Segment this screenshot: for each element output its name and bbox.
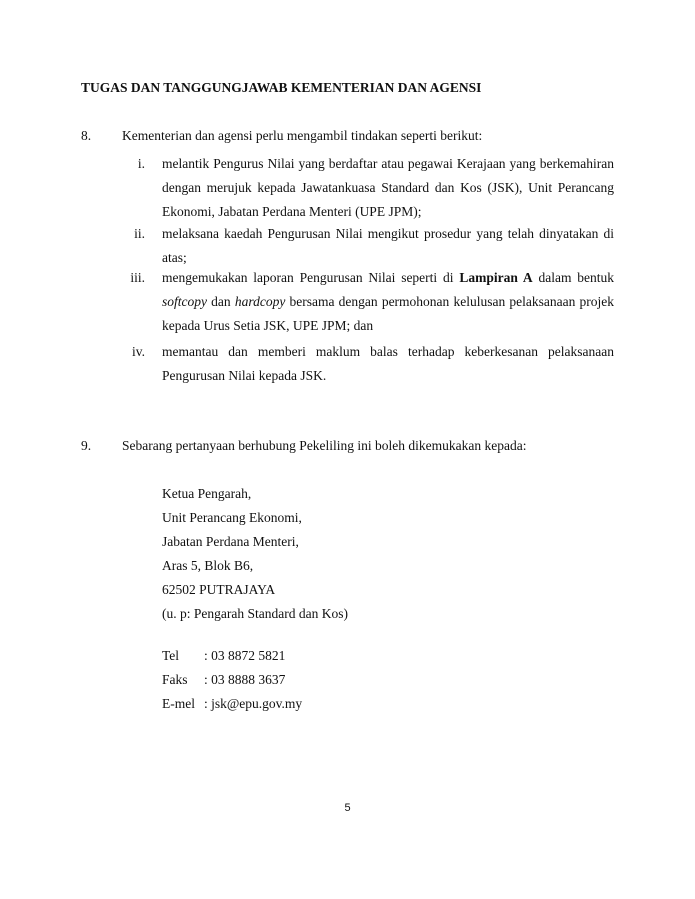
item-iii-number: iii. bbox=[130, 270, 145, 285]
item-ii-line-1: melaksana kaedah Pengurusan Nilai mengikut prosedur yang telah dinyatakan di bbox=[162, 226, 614, 241]
item-ii-text bbox=[162, 222, 614, 270]
para-9-number: 9. bbox=[81, 438, 92, 453]
para-9-intro: Sebarang pertanyaan berhubung Pekeliling ini boleh dikemukakan kepada: bbox=[122, 438, 527, 453]
address-line: 62502 PUTRAJAYA bbox=[162, 582, 276, 597]
page-number: 5 bbox=[344, 802, 351, 814]
item-iii-line-2 bbox=[162, 290, 614, 314]
item-iv-line-2: Pengurusan Nilai kepada JSK. bbox=[162, 368, 327, 383]
item-iv-number: iv. bbox=[132, 344, 145, 359]
contact-tel bbox=[162, 644, 302, 668]
address-line: (u. p: Pengarah Standard dan Kos) bbox=[162, 606, 348, 621]
item-iv-line-1: memantau dan memberi maklum balas terhadap keberkesanan pelaksanaan bbox=[162, 344, 614, 359]
contact-value: : 03 8872 5821 bbox=[204, 648, 286, 663]
item-iii-text bbox=[162, 266, 614, 338]
item-i-number: i. bbox=[137, 156, 145, 171]
address-line: Unit Perancang Ekonomi, bbox=[162, 510, 302, 525]
item-iii-line-2-b: bersama dengan permohonan kelulusan pelaksanaan projek bbox=[285, 294, 614, 309]
item-iv-text bbox=[162, 340, 614, 388]
address-line: Aras 5, Blok B6, bbox=[162, 558, 254, 573]
softcopy-term: softcopy bbox=[162, 294, 207, 309]
item-iii-line-1 bbox=[162, 266, 614, 290]
address-block bbox=[162, 482, 348, 626]
item-iii-line-1-b: dalam bentuk bbox=[532, 270, 614, 285]
para-8-intro: Kementerian dan agensi perlu mengambil tindakan seperti berikut: bbox=[122, 128, 483, 143]
item-iii-line-3: kepada Urus Setia JSK, UPE JPM; dan bbox=[162, 318, 374, 333]
item-i-line-1: melantik Pengurus Nilai yang berdaftar atau pegawai Kerajaan yang berkemahiran bbox=[162, 156, 614, 171]
contact-label: Faks bbox=[162, 672, 188, 687]
contact-value: : 03 8888 3637 bbox=[204, 672, 286, 687]
contact-value: : jsk@epu.gov.my bbox=[204, 696, 303, 711]
contact-label: Tel bbox=[162, 648, 180, 663]
contact-label: E-mel bbox=[162, 696, 195, 711]
contact-email bbox=[162, 692, 302, 716]
contact-fax bbox=[162, 668, 302, 692]
item-iii-line-2-mid: dan bbox=[207, 294, 235, 309]
item-i-text bbox=[162, 152, 614, 224]
item-iii-line-1-a: mengemukakan laporan Pengurusan Nilai seperti di bbox=[162, 270, 460, 285]
address-line: Jabatan Perdana Menteri, bbox=[162, 534, 299, 549]
hardcopy-term: hardcopy bbox=[234, 294, 286, 309]
lampiran-a-reference: Lampiran A bbox=[459, 270, 533, 285]
item-i-line-3: Ekonomi, Jabatan Perdana Menteri (UPE JPM); bbox=[162, 204, 422, 219]
item-ii-number: ii. bbox=[134, 226, 145, 241]
contact-block bbox=[162, 644, 302, 716]
para-8-number: 8. bbox=[81, 128, 92, 143]
address-line: Ketua Pengarah, bbox=[162, 486, 252, 501]
item-i-line-2: dengan merujuk kepada Jawatankuasa Standard dan Kos (JSK), Unit Perancang bbox=[162, 180, 614, 195]
section-heading: TUGAS DAN TANGGUNGJAWAB KEMENTERIAN DAN AGENSI bbox=[81, 80, 482, 95]
item-ii-line-2: atas; bbox=[162, 250, 187, 265]
